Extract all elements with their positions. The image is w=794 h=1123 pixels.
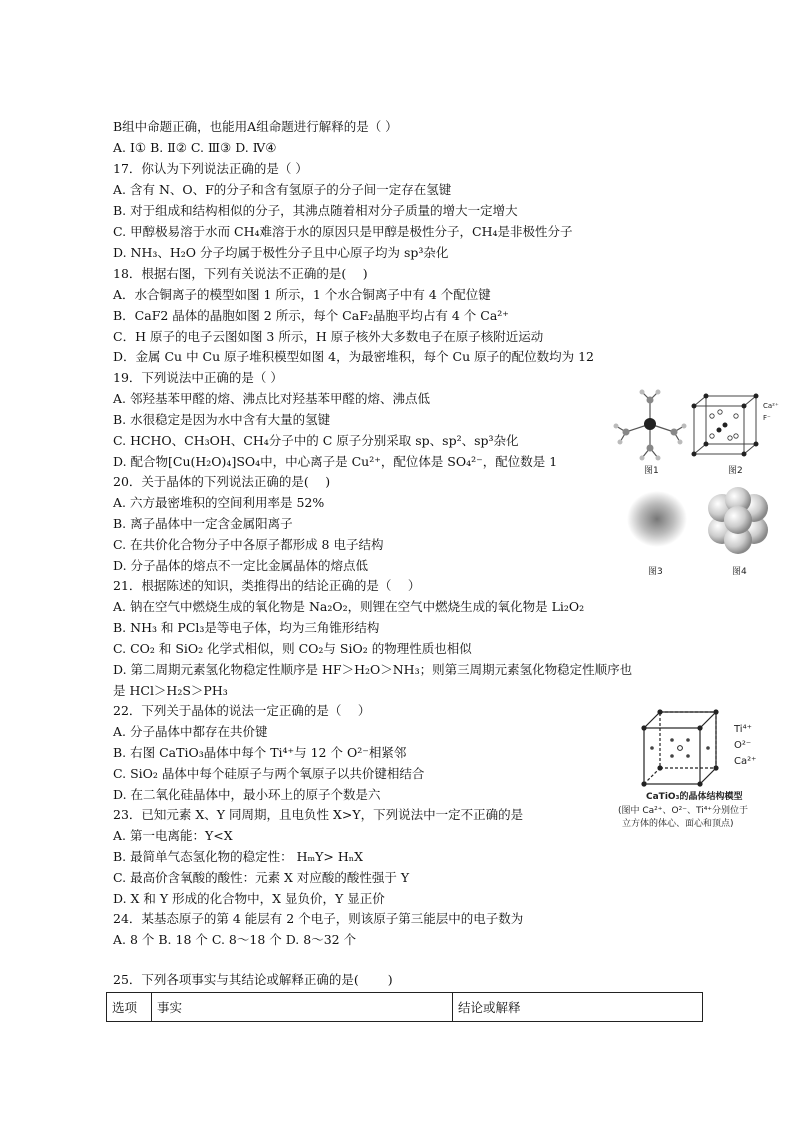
question-17: 17．你认为下列说法正确的是（ ） — [113, 161, 308, 176]
catio3-legend-ca: Ca²⁺ — [734, 756, 757, 767]
question-23: 23．已知元素 X、Y 同周期，且电负性 X>Y，下列说法中一定不正确的是 — [113, 807, 524, 822]
text-line: A. 第一电离能：Y<X — [113, 828, 233, 843]
closest-packing-figure — [702, 486, 774, 556]
table-header-row — [107, 993, 703, 1022]
text-line: D. 分子晶体的熔点不一定比金属晶体的熔点低 — [113, 558, 369, 573]
figure-3-caption: 图3 — [648, 567, 663, 577]
text-line: D. 第二周期元素氢化物稳定性顺序是 HF＞H₂O＞NH₃；则第三周期元素氢化物稳定性顺序也 — [113, 662, 633, 677]
question-20: 20．关于晶体的下列说法正确的是( ) — [113, 474, 331, 489]
text-line: C. 甲醇极易溶于水而 CH₄难溶于水的原因只是甲醇是极性分子，CH₄是非极性分子 — [113, 224, 573, 239]
table-header-conclusion: 结论或解释 — [453, 993, 703, 1022]
question-19: 19．下列说法中正确的是（ ） — [113, 370, 283, 385]
hydrated-copper-ion-figure — [612, 388, 688, 462]
text-line: C. CO₂ 和 SiO₂ 化学式相似，则 CO₂与 SiO₂ 的物理性质也相似 — [113, 641, 472, 656]
text-line: C. SiO₂ 晶体中每个硅原子与两个氧原子以共价键相结合 — [113, 766, 425, 781]
text-line: A. 钠在空气中燃烧生成的氧化物是 Na₂O₂，则锂在空气中燃烧生成的氧化物是 Li₂O₂ — [113, 599, 585, 614]
figure-1-caption: 图1 — [644, 466, 659, 476]
text-line: A. 含有 N、O、F的分子和含有氢原子的分子间一定存在氢键 — [113, 182, 452, 197]
text-line: A. 分子晶体中都存在共价键 — [113, 724, 268, 739]
text-line: B．CaF2 晶体的晶胞如图 2 所示，每个 CaF₂晶胞平均占有 4 个 Ca²⁺ — [113, 308, 509, 323]
table-header-option: 选项 — [107, 993, 152, 1022]
question-25: 25．下列各项事实与其结论或解释正确的是( ) — [113, 972, 393, 987]
caf2-unit-cell-figure — [690, 392, 762, 458]
text-line: A. 8 个 B. 18 个 C. 8～18 个 D. 8～32 个 — [113, 932, 357, 947]
text-line: B. 右图 CaTiO₃晶体中每个 Ti⁴⁺与 12 个 O²⁻相紧邻 — [113, 745, 407, 760]
text-line: A. 六方最密堆积的空间利用率是 52% — [113, 495, 325, 510]
catio3-legend-o: O²⁻ — [734, 740, 752, 751]
text-line: B. 对于组成和结构相似的分子，其沸点随着相对分子质量的增大一定增大 — [113, 203, 518, 218]
text-line: C．H 原子的电子云图如图 3 所示，H 原子核外大多数电子在原子核附近运动 — [113, 329, 544, 344]
table-header-fact: 事实 — [152, 993, 453, 1022]
text-line: D. 在二氧化硅晶体中，最小环上的原子个数是六 — [113, 787, 381, 802]
text-line: C. HCHO、CH₃OH、CH₄分子中的 C 原子分别采取 sp、sp²、sp³杂化 — [113, 433, 519, 448]
text-line: B组中命题正确，也能用A组命题进行解释的是（ ） — [113, 119, 398, 134]
figure-2-legend-f: F⁻ — [763, 414, 771, 422]
text-line: 是 HCl＞H₂S＞PH₃ — [113, 683, 228, 698]
text-line: A．水合铜离子的模型如图 1 所示，1 个水合铜离子中有 4 个配位键 — [113, 287, 491, 302]
figure-2-caption: 图2 — [728, 466, 743, 476]
text-line: B. 水很稳定是因为水中含有大量的氢键 — [113, 412, 331, 427]
electron-cloud-figure — [624, 488, 690, 550]
text-line: C. 最高价含氧酸的酸性：元素 X 对应酸的酸性强于 Y — [113, 870, 410, 885]
text-line: A. 邻羟基苯甲醛的熔、沸点比对羟基苯甲醛的熔、沸点低 — [113, 391, 430, 406]
catio3-caption: CaTiO₃的晶体结构模型 — [646, 792, 743, 802]
catio3-caption-note: 立方体的体心、面心和顶点) — [622, 819, 734, 829]
catio3-crystal-figure — [640, 708, 720, 788]
text-line: B. 最简单气态氢化物的稳定性： HₘY> HₙX — [113, 849, 364, 864]
text-line: D. 配合物[Cu(H₂O)₄]SO₄中，中心离子是 Cu²⁺，配位体是 SO₄²⁻，配位数是 1 — [113, 454, 558, 469]
text-line: C. 在共价化合物分子中各原子都形成 8 电子结构 — [113, 537, 384, 552]
catio3-caption-note: (图中 Ca²⁺、O²⁻、Ti⁴⁺分别位于 — [618, 806, 749, 816]
text-line: D. NH₃、H₂O 分子均属于极性分子且中心原子均为 sp³杂化 — [113, 245, 449, 260]
text-line: D. X 和 Y 形成的化合物中，X 显负价，Y 显正价 — [113, 891, 385, 906]
text-line: D．金属 Cu 中 Cu 原子堆积模型如图 4，为最密堆积，每个 Cu 原子的配位数均为 12 — [113, 349, 595, 364]
question-21: 21．根据陈述的知识，类推得出的结论正确的是（ ） — [113, 578, 421, 593]
catio3-legend-ti: Ti⁴⁺ — [734, 724, 752, 735]
text-line: B. NH₃ 和 PCl₃是等电子体，均为三角锥形结构 — [113, 620, 380, 635]
question-22: 22．下列关于晶体的说法一定正确的是（ ） — [113, 703, 371, 718]
text-line: B. 离子晶体中一定含金属阳离子 — [113, 516, 293, 531]
figure-4-caption: 图4 — [732, 567, 747, 577]
question-25-table — [106, 992, 703, 1022]
question-24: 24．某基态原子的第 4 能层有 2 个电子，则该原子第三能层中的电子数为 — [113, 911, 524, 926]
figure-2-legend-ca: Ca²⁺ — [763, 402, 779, 410]
question-18: 18．根据右图，下列有关说法不正确的是( ) — [113, 266, 368, 281]
text-line: A. Ⅰ① B. Ⅱ② C. Ⅲ③ D. Ⅳ④ — [113, 140, 277, 155]
